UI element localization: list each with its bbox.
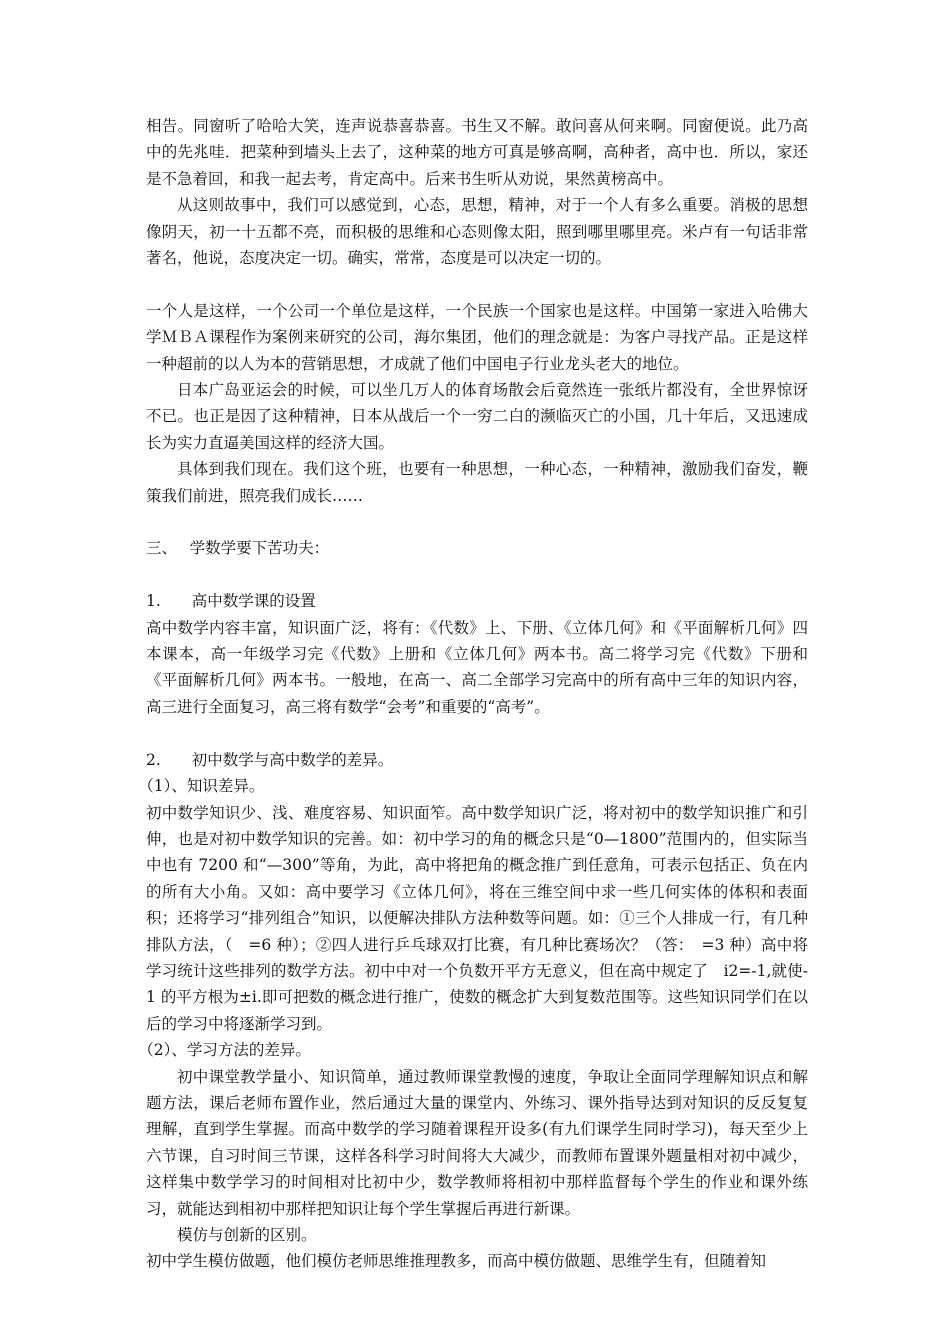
blank-line [146,562,808,588]
sub-heading: （2）、学习方法的差异。 [138,1041,311,1060]
paragraph: 初中课堂教学量小、知识简单，通过教师课堂教慢的速度，争取让全面同学理解知识点和解题方法，课后老师布置作业，然后通过大量的课堂内、外练习、课外指导达到对知识的反反复复理解，直到学生掌握。而高中数学的学习随着课程开设多(有九们课学生同时学习)，每天至少上六节课，自习时间三节课，这样各科学习时间将大大减少，而教师布置课外题量相对初中减少，这样集中数学学习的时间相对比初中少，数学教师将相初中那样监督每个学生的作业和课外练习，就能达到相初中那样把知识让每个学生掌握后再进行新课。 [146,1067,808,1218]
blank-line [146,720,808,746]
paragraph: 模仿与创新的区别。 [177,1226,317,1244]
section-heading: 三、 学数学要下苦功夫： [146,539,330,558]
document-body [138,113,808,1275]
paragraph: 高中数学内容丰富，知识面广泛，将有：《代数》上、下册、《立体几何》和《平面解析几何》四本课本，高一年级学习完《代数》上册和《立体几何》两本书。高二将学习完《代数》下册和《平面解析几何》两本书。一般地，在高一、高二全部学习完高中的所有高中三年的知识内容，高三进行全面复习，高三将有数学“会考”和重要的“高考”。 [146,618,808,716]
sub-heading: （1）、知识差异。 [138,777,265,796]
paragraph: 初中数学知识少、浅、难度容易、知识面笮。高中数学知识广泛，将对初中的数学知识推广和引伸，也是对初中数学知识的完善。如：初中学习的角的概念只是“0—1800”范围内的，但实际当中也有 7200 和“—300”等角，为此，高中将把角的概念推广到任意角，可表示包括正、负在内的所有大小角。又如：高中要学习《立体几何》，将在三维空间中求一些几何实体的体积和表面积；还将学习“排列组合”知识，以便解决排队方法种数等问题。如：①三个人排成一行，有几种排队方法，（ =6 种）；②四人进行乒乓球双打比赛，有几种比赛场次？（答： =3 种）高中将学习统计这些排列的数学方法。初中中对一个负数开平方无意义，但在高中规定了 i2=-1,就使-1 的平方根为±i.即可把数的概念进行推广，使数的概念扩大到复数范围等。这些知识同学们在以后的学习中将逐渐学习到。 [146,803,808,1033]
subsection-heading: 2. 初中数学与高中数学的差异。 [146,750,394,769]
paragraph: 一个人是这样，一个公司一个单位是这样，一个民族一个国家也是这样。中国第一家进入哈佛大学ＭＢＡ课程作为案例来研究的公司，海尔集团，他们的理念就是：为客户寻找产品。正是这样一种超前的以人为本的营销思想，才成就了他们中国电子行业龙头老大的地位。 [146,301,808,373]
paragraph: 从这则故事中，我们可以感觉到，心态，思想，精神，对于一个人有多么重要。消极的思想像阴天，初一十五都不亮，而积极的思维和心态则像太阳，照到哪里哪里亮。米卢有一句话非常著名，他说，态度决定一切。确实，常常，态度是可以决定一切的。 [146,196,808,268]
paragraph: 日本广岛亚运会的时候，可以坐几万人的体育场散会后竟然连一张纸片都没有，全世界惊讶不已。也正是因了这种精神，日本从战后一个一穷二白的濒临灭亡的小国，几十年后，又迅速成长为实力直逼美国这样的经济大国。 [146,381,808,452]
subsection-heading: 1. 高中数学课的设置 [146,592,316,611]
blank-line [146,509,808,535]
paragraph: 相告。同窗听了哈哈大笑，连声说恭喜恭喜。书生又不解。敢问喜从何来啊。同窗便说。此乃高中的先兆哇．把菜种到墙头上去了，这种菜的地方可真是够高啊，高种者，高中也．所以，家还是不急着回，和我一起去考，肯定高中。后来书生听从劝说，果然黄榜高中。 [146,117,808,188]
paragraph: 初中学生模仿做题，他们模仿老师思维推理教多，而高中模仿做题、思维学生有，但随着知 [146,1252,767,1271]
blank-line [146,271,808,297]
paragraph: 具体到我们现在。我们这个班，也要有一种思想，一种心态，一种精神，激励我们奋发，鞭策我们前进，照亮我们成长…… [146,460,808,505]
